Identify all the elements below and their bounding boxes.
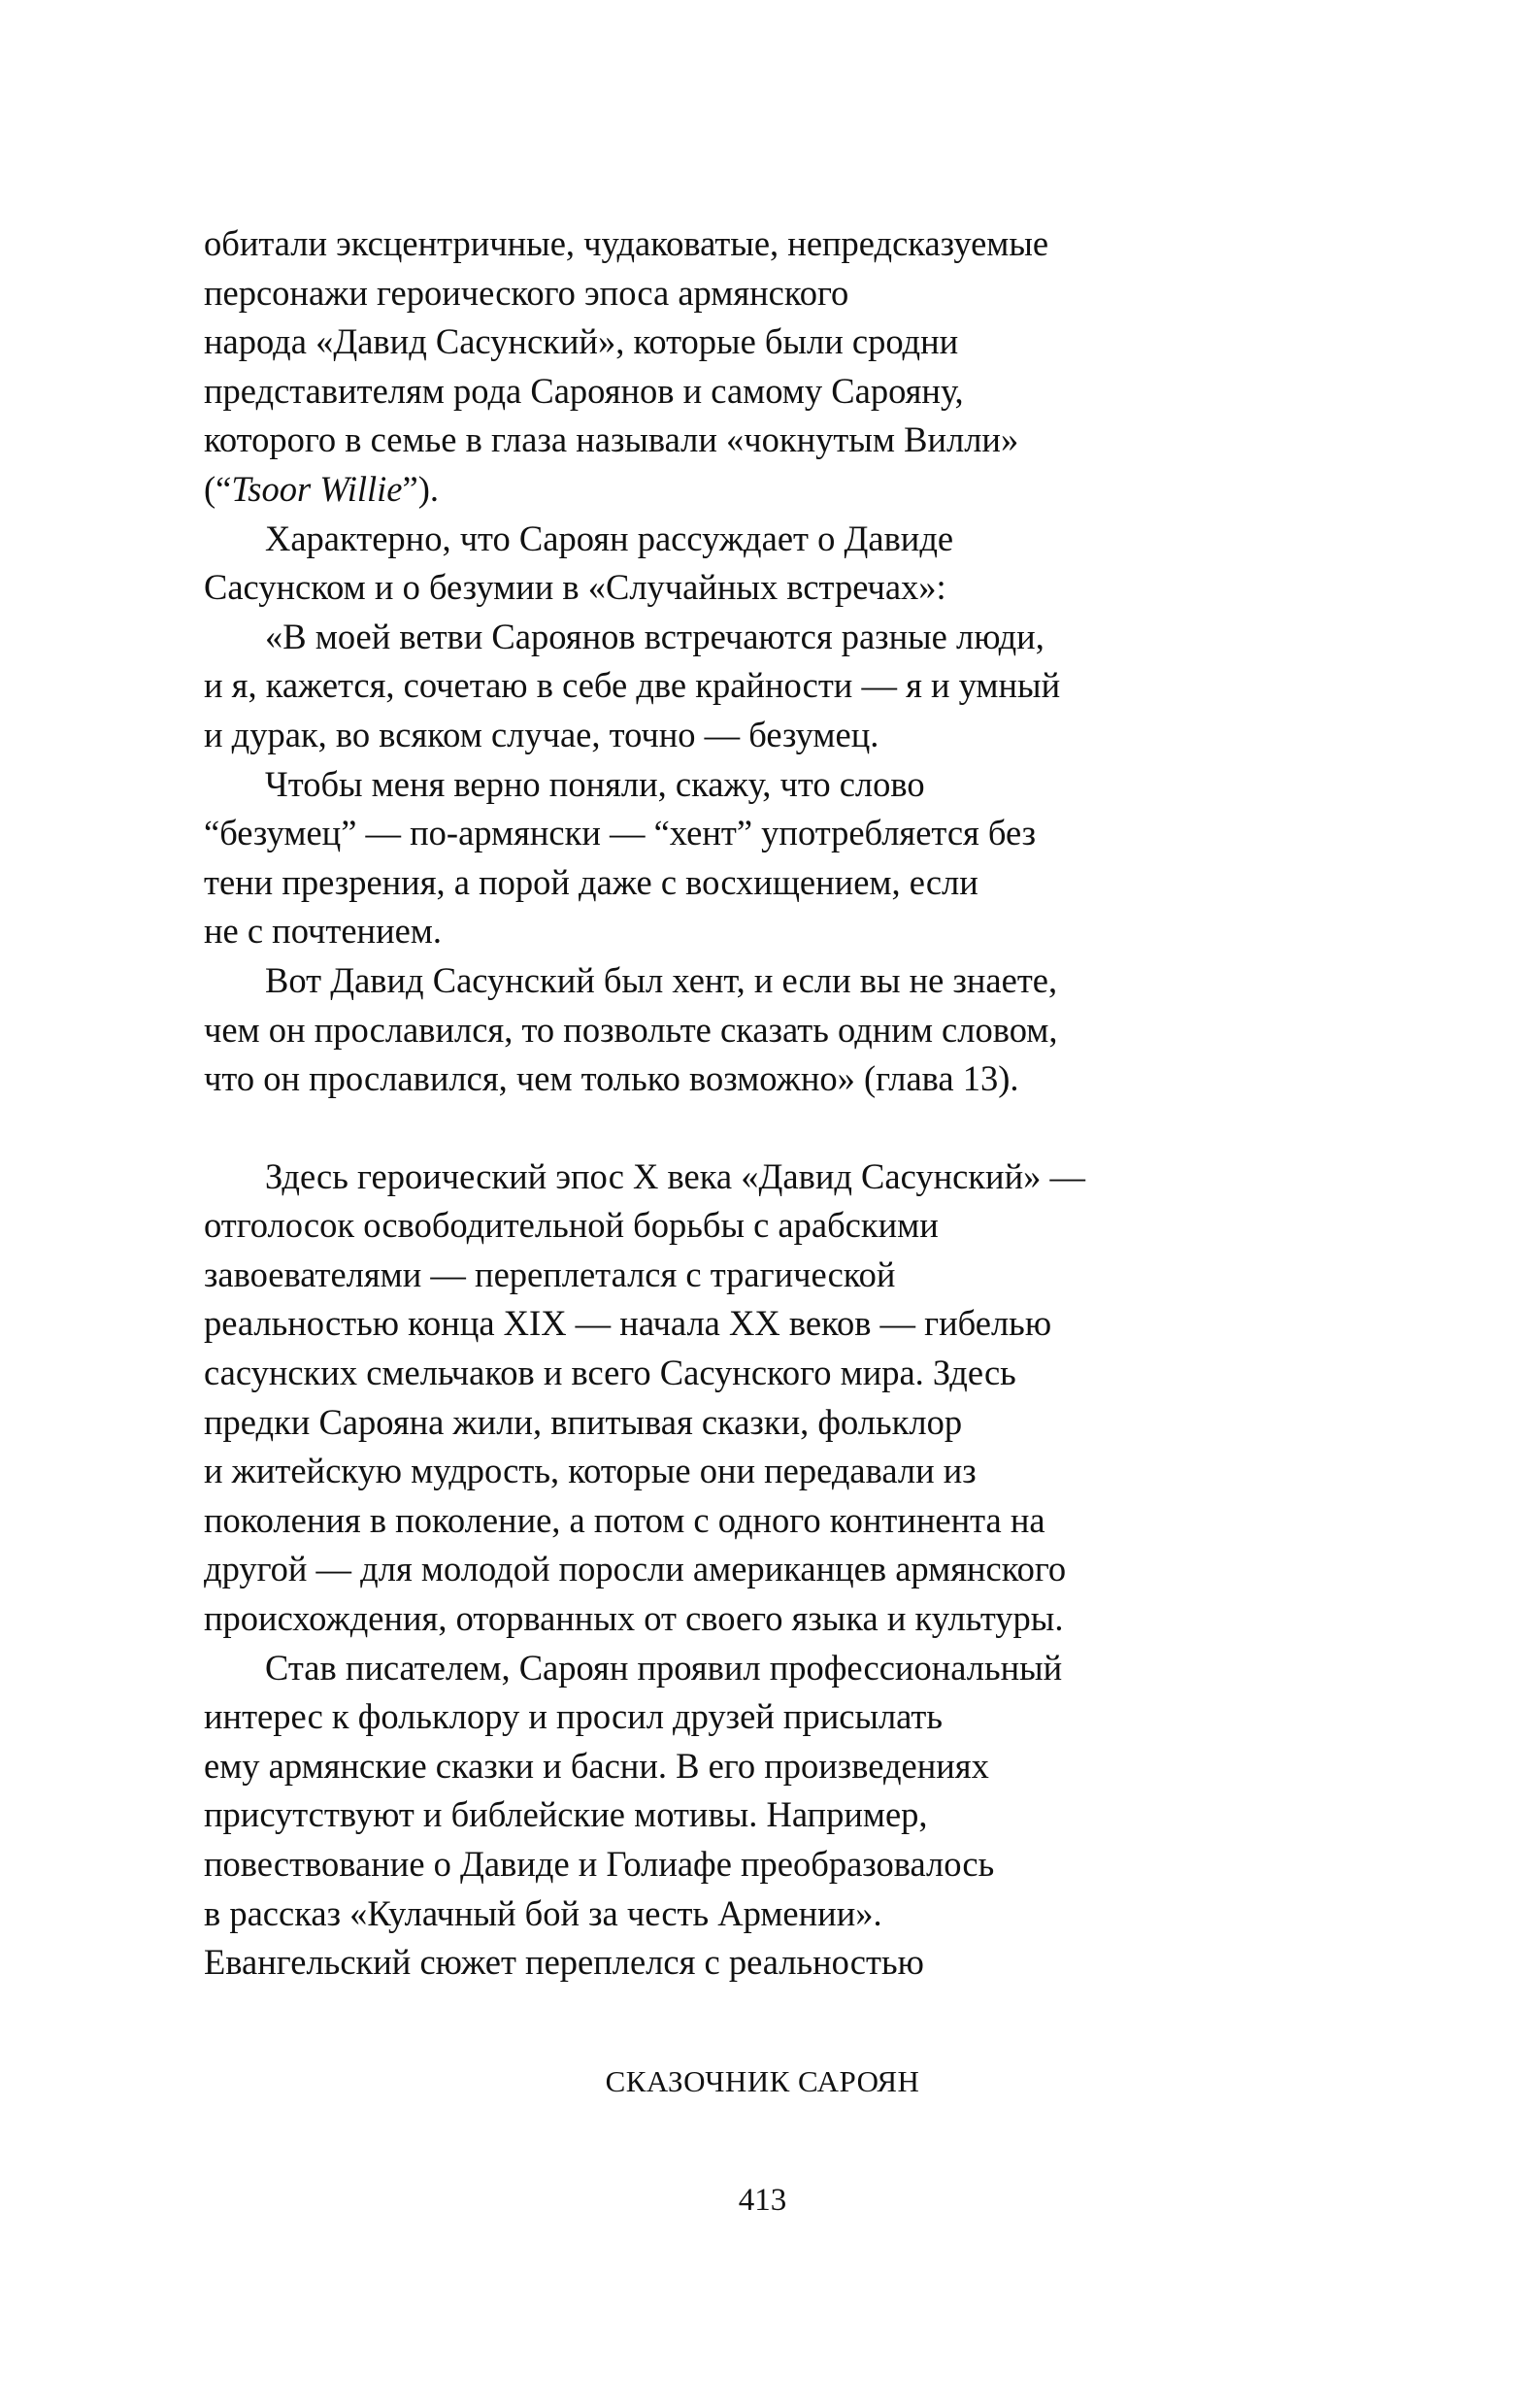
body-text bbox=[204, 219, 1213, 1988]
text-line: народа «Давид Сасунский», которые были сродни bbox=[204, 321, 959, 362]
text-line: завоевателями — переплетался с трагической bbox=[204, 1254, 896, 1294]
text-line: присутствуют и библейские мотивы. Например, bbox=[204, 1794, 928, 1835]
text-line: ему армянские сказки и басни. В его произведениях bbox=[204, 1745, 989, 1786]
text-line: Здесь героический эпос X века «Давид Сасунский» — bbox=[265, 1155, 1085, 1196]
text-line: реальностью конца XIX — начала XX веков — гибелью bbox=[204, 1303, 1052, 1344]
text-line: Став писателем, Сароян проявил профессиональный bbox=[265, 1647, 1063, 1688]
text-line: поколения в поколение, а потом с одного континента на bbox=[204, 1499, 1045, 1540]
text-line: в рассказ «Кулачный бой за честь Армении». bbox=[204, 1892, 882, 1933]
text-line: не с почтением. bbox=[204, 911, 443, 952]
text-line: Евангельский сюжет переплелся с реальностью bbox=[204, 1942, 924, 1983]
text-line: “безумец” — по-армянски — “хент” употребляется без bbox=[204, 813, 1037, 853]
quote-italic: Tsoor Willie bbox=[231, 468, 403, 509]
running-footer: СКАЗОЧНИК САРОЯН bbox=[605, 2064, 920, 2098]
paragraph-group-1 bbox=[204, 219, 1213, 465]
quote-close: ”). bbox=[402, 468, 439, 509]
text-line: и житейскую мудрость, которые они передавали из bbox=[204, 1451, 977, 1491]
text-line: повествование о Давиде и Голиафе преобразовалось bbox=[204, 1844, 995, 1884]
text-line: отголосок освободительной борьбы с арабскими bbox=[204, 1205, 939, 1246]
text-line: что он прославился, чем только возможно» (глава 13). bbox=[204, 1058, 1019, 1099]
paragraph-gap bbox=[204, 1104, 1213, 1153]
text-line: которого в семье в глаза называли «чокнутым Вилли» bbox=[204, 419, 1019, 460]
text-line: персонажи героического эпоса армянского bbox=[204, 272, 849, 313]
text-line: сасунских смельчаков и всего Сасунского мира. Здесь bbox=[204, 1353, 1016, 1393]
text-line: Вот Давид Сасунский был хент, и если вы не знаете, bbox=[265, 959, 1058, 1000]
text-line: представителям рода Сароянов и самому Сарояну, bbox=[204, 370, 964, 411]
text-line: чем он прославился, то позвольте сказать одним словом, bbox=[204, 1009, 1058, 1050]
text-line: другой — для молодой поросли американцев армянского bbox=[204, 1549, 1067, 1589]
text-line: происхождения, оторванных от своего языка и культуры. bbox=[204, 1598, 1064, 1639]
text-line: предки Сарояна жили, впитывая сказки, фольклор bbox=[204, 1401, 963, 1442]
paragraph-group-2 bbox=[204, 515, 1213, 1104]
quote-open: (“ bbox=[204, 468, 232, 509]
paragraph-group-3 bbox=[204, 1153, 1213, 1988]
text-line: Чтобы меня верно поняли, скажу, что слово bbox=[265, 763, 925, 804]
text-line: и дурак, во всяком случае, точно — безумец. bbox=[204, 714, 879, 754]
text-line: Характерно, что Сароян рассуждает о Давиде bbox=[265, 518, 954, 558]
page-number: 413 bbox=[738, 2183, 787, 2218]
text-line: тени презрения, а порой даже с восхищением, если bbox=[204, 861, 978, 902]
text-line: «В моей ветви Сароянов встречаются разные люди, bbox=[265, 616, 1044, 656]
text-line: обитали эксцентричные, чудаковатые, непредсказуемые bbox=[204, 223, 1049, 263]
text-line: интерес к фольклору и просил друзей присылать bbox=[204, 1696, 944, 1737]
text-line-quote bbox=[204, 465, 1213, 515]
text-line: и я, кажется, сочетаю в себе две крайности — я и умный bbox=[204, 665, 1061, 706]
text-line: Сасунском и о безумии в «Случайных встречах»: bbox=[204, 567, 946, 608]
